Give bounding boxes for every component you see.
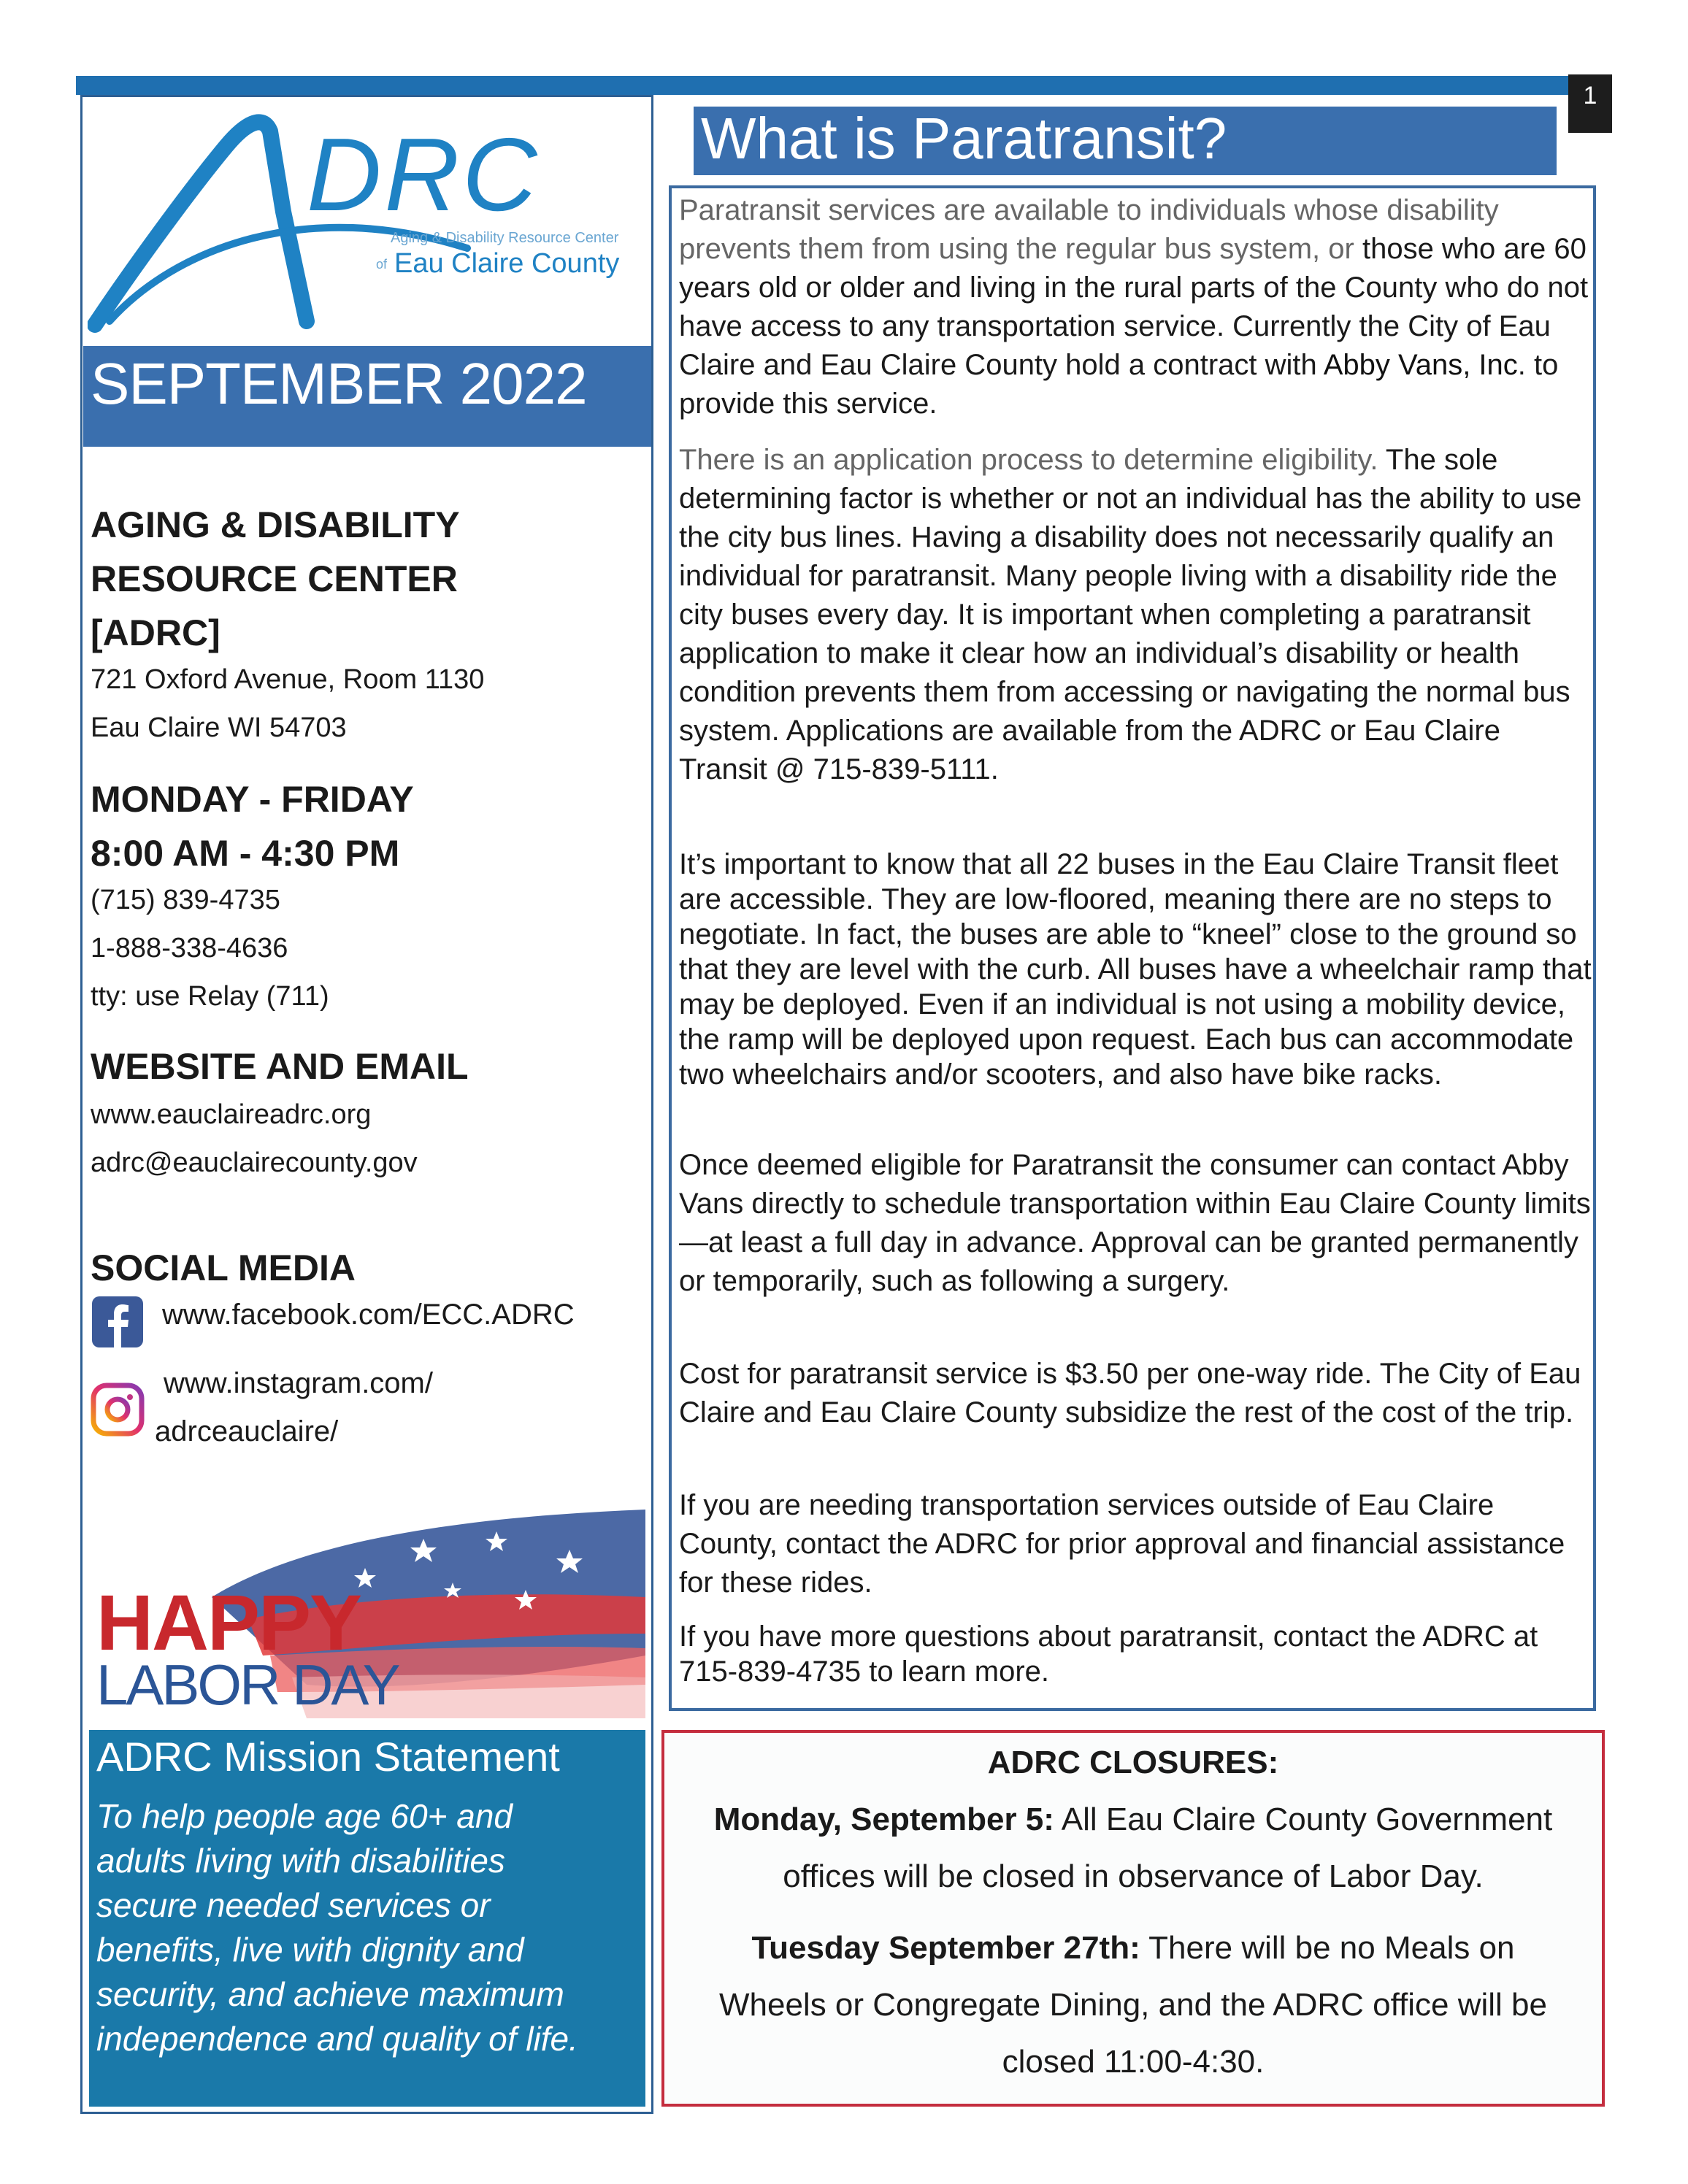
article-title-banner xyxy=(694,107,1557,175)
instagram-link-line-2[interactable]: adrceauclaire/ xyxy=(155,1415,339,1447)
address-line-2: Eau Claire WI 54703 xyxy=(91,712,347,743)
tty-info: tty: use Relay (711) xyxy=(91,981,329,1012)
phone-tollfree[interactable]: 1-888-338-4636 xyxy=(91,933,288,964)
closures-heading: ADRC CLOSURES: xyxy=(987,1745,1279,1780)
org-name-line-3: [ADRC] xyxy=(91,612,220,653)
article-paragraph-2: There is an application process to determine eligibility. The sole determining factor is whether or not an individual has the ability to use the city bus lines. Having a disability does not necessarily qualify an individual for paratransit. Many people living with a disability ride the city buses every day. It is important when completing a paratransit application to make it clear how an individual’s disability or health condition prevents them from accessing or navigating the normal bus system. Applications are available from the ADRC or Eau Claire Transit @ 715-839-5111. xyxy=(679,444,1582,785)
hours-days: MONDAY - FRIDAY xyxy=(91,779,414,820)
mission-line: adults living with disabilities xyxy=(96,1842,505,1880)
closure-monday-line-2: offices will be closed in observance of Labor Day. xyxy=(783,1858,1484,1894)
article-paragraph-3: It’s important to know that all 22 buses in the Eau Claire Transit fleet are accessible. They are low-floored, meaning there are no steps to negotiate. In fact, the buses are able to “kneel” close to the ground so that they are level with the curb. All buses have a wheelchair ramp that may be deployed. Even if an individual is not using a mobility device, the ramp will be deployed upon request. Each bus can accommodate two wheelchairs and/or scooters, and also have bike racks. xyxy=(679,848,1592,1091)
instagram-link-line-1[interactable]: www.instagram.com/ xyxy=(164,1367,433,1399)
instagram-icon[interactable] xyxy=(91,1383,142,1434)
article-paragraph-5: Cost for paratransit service is $3.50 per one-way ride. The City of Eau Claire and Eau Claire County subsidize the rest of the cost of the trip. xyxy=(679,1358,1581,1429)
logo-of: of xyxy=(376,257,388,272)
closure-monday-line-1: Monday, September 5: All Eau Claire County Government xyxy=(713,1802,1553,1837)
mission-line: benefits, live with dignity and xyxy=(96,1931,524,1969)
article-title: What is Paratransit? xyxy=(701,106,1227,171)
article-paragraph-1: Paratransit services are available to individuals whose disability prevents them from using the regular bus system, or those who are 60 years old or older and living in the rural parts of the County who do not have access to any transportation service. Currently the City of Eau Claire and Eau Claire County hold a contract with Abby Vans, Inc. to provide this service. xyxy=(679,194,1589,420)
labor-day-graphic xyxy=(88,1510,645,1718)
page-number: 1 xyxy=(1568,74,1612,133)
closure-tuesday-line-3: closed 11:00-4:30. xyxy=(1002,2044,1265,2080)
closure-tuesday-line-1: Tuesday September 27th: There will be no Meals on xyxy=(751,1930,1515,1966)
social-heading: SOCIAL MEDIA xyxy=(91,1247,356,1288)
adrc-logo xyxy=(88,102,642,336)
closure-tuesday-line-2: Wheels or Congregate Dining, and the ADRC office will be xyxy=(718,1987,1547,2023)
mission-line: security, and achieve maximum xyxy=(96,1975,564,2013)
logo-county: Eau Claire County xyxy=(394,248,620,279)
logo-drc-text: DRC xyxy=(307,117,540,233)
labor-day-text: LABOR DAY xyxy=(96,1653,399,1717)
phone-local[interactable]: (715) 839-4735 xyxy=(91,885,280,915)
month-title: SEPTEMBER 2022 xyxy=(91,351,587,416)
article-paragraph-6: If you are needing transportation services outside of Eau Claire County, contact the ADRC for prior approval and financial assistance for these rides. xyxy=(679,1489,1565,1599)
article-paragraph-7: If you have more questions about paratransit, contact the ADRC at 715-839-4735 to learn more. xyxy=(679,1620,1538,1688)
article-paragraph-4: Once deemed eligible for Paratransit the consumer can contact Abby Vans directly to schedule transportation within Eau Claire County limits—at least a full day in advance. Approval can be granted permanently or temporarily, such as following a surgery. xyxy=(679,1149,1591,1297)
website-link[interactable]: www.eauclaireadrc.org xyxy=(91,1099,372,1130)
address-line-1: 721 Oxford Avenue, Room 1130 xyxy=(91,664,485,695)
month-banner xyxy=(83,346,651,447)
mission-statement-box xyxy=(89,1730,645,2107)
mission-line: secure needed services or xyxy=(96,1886,491,1924)
hours-time: 8:00 AM - 4:30 PM xyxy=(91,833,400,874)
mission-line: To help people age 60+ and xyxy=(96,1797,513,1835)
org-name-line-2: RESOURCE CENTER xyxy=(91,558,458,599)
mission-line: independence and quality of life. xyxy=(96,2020,578,2058)
org-name-line-1: AGING & DISABILITY xyxy=(91,504,460,545)
top-rule xyxy=(76,76,1596,95)
mission-body xyxy=(96,1794,644,2061)
facebook-icon[interactable] xyxy=(92,1296,143,1347)
mission-title: ADRC Mission Statement xyxy=(96,1734,560,1780)
logo-tagline: Aging & Disability Resource Center xyxy=(391,230,619,246)
labor-day-happy: HAPPY xyxy=(96,1578,361,1666)
web-heading: WEBSITE AND EMAIL xyxy=(91,1046,469,1087)
email-link[interactable]: adrc@eauclairecounty.gov xyxy=(91,1147,418,1178)
facebook-link[interactable]: www.facebook.com/ECC.ADRC xyxy=(162,1299,575,1331)
